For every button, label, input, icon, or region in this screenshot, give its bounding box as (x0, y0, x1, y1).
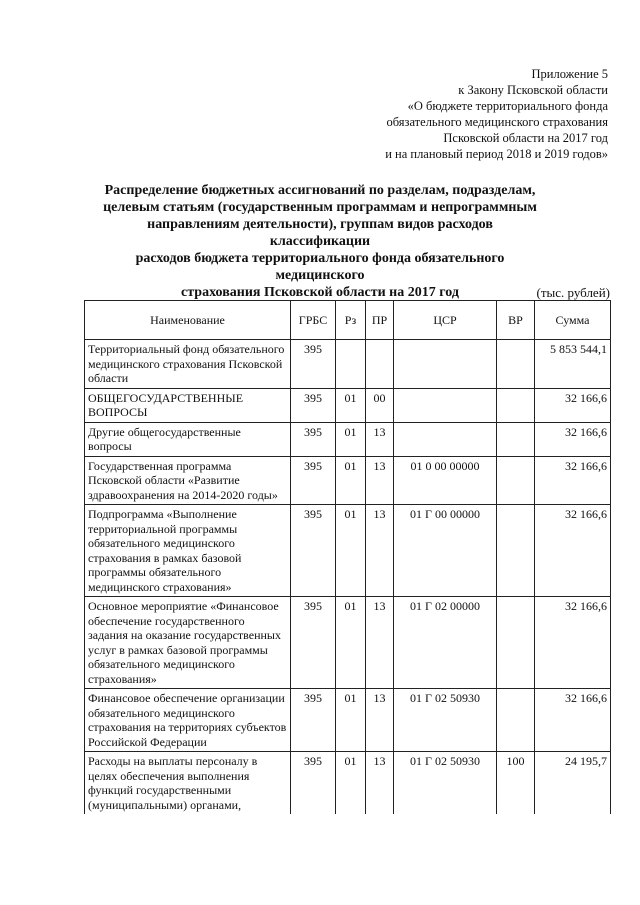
cell-grbs: 395 (291, 505, 336, 597)
appendix-line: обязательного медицинского страхования (386, 115, 608, 129)
appendix-line: Псковской области на 2017 год (443, 131, 608, 145)
cell-name: Финансовое обеспечение организации обязательного медицинского страхования на территориях субъектов Российской Федерации (85, 689, 291, 752)
cell-pr: 13 (366, 505, 394, 597)
appendix-line: Приложение 5 (531, 67, 608, 81)
cell-grbs: 395 (291, 597, 336, 689)
cell-rz: 01 (336, 456, 366, 505)
cell-sum: 32 166,6 (535, 505, 611, 597)
cell-rz: 01 (336, 422, 366, 456)
appendix-line: и на плановый период 2018 и 2019 годов» (385, 147, 608, 161)
appendix-line: к Закону Псковской области (458, 83, 608, 97)
cell-name: Расходы на выплаты персоналу в целях обеспечения выполнения функций государственными (муниципальными) органами, (85, 752, 291, 815)
cell-rz: 01 (336, 505, 366, 597)
cell-name: Государственная программа Псковской области «Развитие здравоохранения на 2014-2020 годы» (85, 456, 291, 505)
cell-name: Территориальный фонд обязательного медицинского страхования Псковской области (85, 340, 291, 389)
cell-sum: 32 166,6 (535, 456, 611, 505)
cell-grbs: 395 (291, 689, 336, 752)
cell-pr: 13 (366, 456, 394, 505)
cell-name: ОБЩЕГОСУДАРСТВЕННЫЕ ВОПРОСЫ (85, 388, 291, 422)
table-row (85, 597, 611, 689)
cell-rz: 01 (336, 689, 366, 752)
cell-csr: 01 Г 00 00000 (394, 505, 497, 597)
table-row (85, 752, 611, 815)
table-row (85, 689, 611, 752)
cell-csr: 01 Г 02 50930 (394, 752, 497, 815)
cell-vr (497, 388, 535, 422)
cell-csr: 01 0 00 00000 (394, 456, 497, 505)
cell-rz: 01 (336, 388, 366, 422)
header-vr: ВР (497, 301, 535, 340)
budget-table (84, 300, 611, 814)
title-line: расходов бюджета территориального фонда обязательного медицинского (135, 251, 505, 283)
title-line: Распределение бюджетных ассигнований по разделам, подразделам, (104, 183, 536, 198)
document-title (96, 182, 544, 301)
cell-csr: 01 Г 02 50930 (394, 689, 497, 752)
title-line: страхования Псковской области на 2017 год (181, 285, 459, 300)
header-pr: ПР (366, 301, 394, 340)
header-csr: ЦСР (394, 301, 497, 340)
cell-grbs: 395 (291, 752, 336, 815)
title-line: целевым статьям (государственным программам и непрограммным (103, 200, 537, 215)
header-grbs: ГРБС (291, 301, 336, 340)
cell-rz: 01 (336, 752, 366, 815)
header-name: Наименование (85, 301, 291, 340)
cell-csr (394, 340, 497, 389)
cell-vr (497, 422, 535, 456)
table-row (85, 340, 611, 389)
cell-vr (497, 597, 535, 689)
cell-name: Подпрограмма «Выполнение территориальной программы обязательного медицинского страхования в рамках базовой программы обязательного медицинского страхования» (85, 505, 291, 597)
table-row (85, 388, 611, 422)
cell-pr: 00 (366, 388, 394, 422)
cell-grbs: 395 (291, 422, 336, 456)
table-row (85, 422, 611, 456)
cell-pr: 13 (366, 689, 394, 752)
cell-vr (497, 505, 535, 597)
cell-vr (497, 456, 535, 505)
cell-grbs: 395 (291, 456, 336, 505)
cell-sum: 32 166,6 (535, 689, 611, 752)
cell-vr (497, 689, 535, 752)
appendix-line: «О бюджете территориального фонда (407, 99, 608, 113)
table-header-row (85, 301, 611, 340)
cell-pr: 13 (366, 597, 394, 689)
cell-name: Другие общегосударственные вопросы (85, 422, 291, 456)
cell-pr: 13 (366, 422, 394, 456)
units-label: (тыс. рублей) (536, 285, 610, 300)
cell-csr (394, 422, 497, 456)
cell-grbs: 395 (291, 388, 336, 422)
cell-sum: 5 853 544,1 (535, 340, 611, 389)
appendix-header (385, 66, 608, 162)
cell-csr (394, 388, 497, 422)
cell-sum: 32 166,6 (535, 388, 611, 422)
header-sum: Сумма (535, 301, 611, 340)
cell-csr: 01 Г 02 00000 (394, 597, 497, 689)
cell-sum: 32 166,6 (535, 597, 611, 689)
cell-vr (497, 340, 535, 389)
cell-grbs: 395 (291, 340, 336, 389)
title-line: направлениям деятельности), группам видов расходов классификации (147, 217, 493, 249)
cell-name: Основное мероприятие «Финансовое обеспечение государственного задания на оказание государственных услуг в рамках базовой программы обязательного медицинского страхования» (85, 597, 291, 689)
cell-vr: 100 (497, 752, 535, 815)
cell-sum: 24 195,7 (535, 752, 611, 815)
cell-rz: 01 (336, 597, 366, 689)
header-rz: Рз (336, 301, 366, 340)
cell-sum: 32 166,6 (535, 422, 611, 456)
cell-pr: 13 (366, 752, 394, 815)
table-row (85, 456, 611, 505)
cell-pr (366, 340, 394, 389)
cell-rz (336, 340, 366, 389)
table-row (85, 505, 611, 597)
